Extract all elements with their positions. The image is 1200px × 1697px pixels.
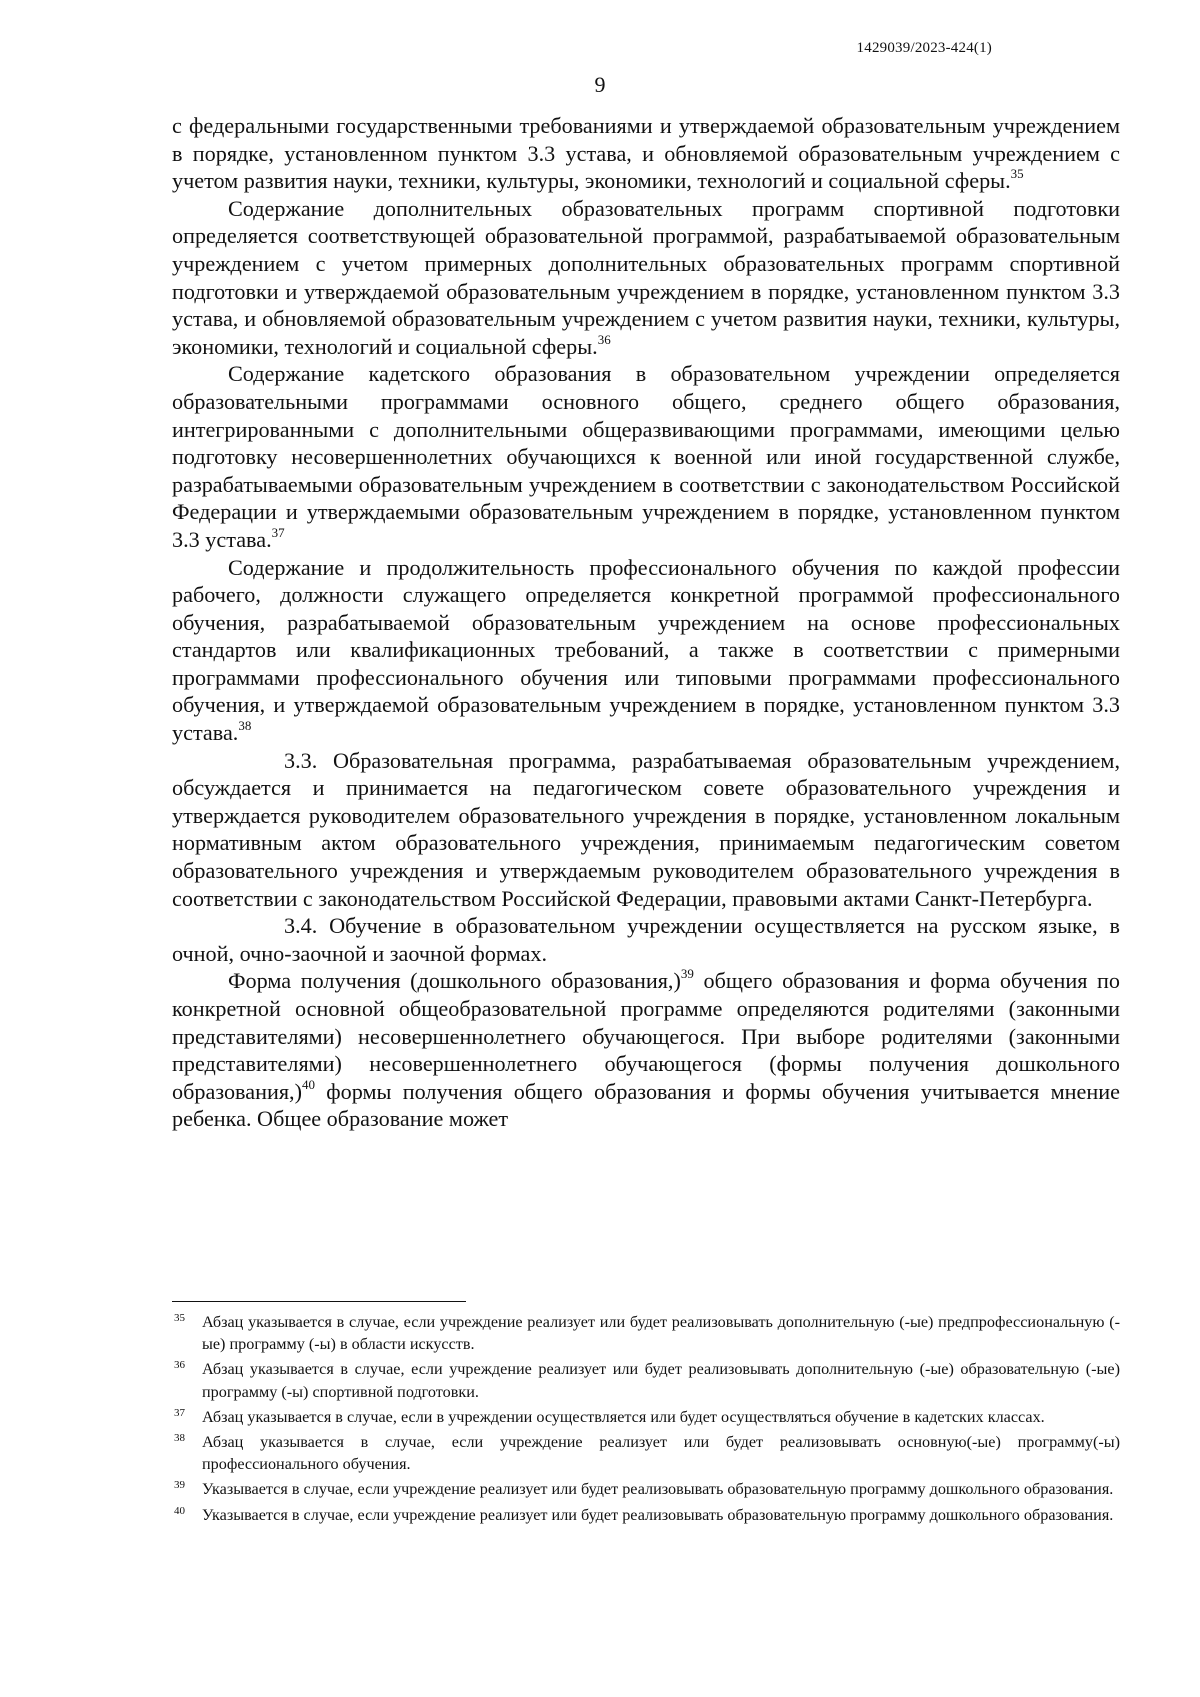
footnotes [172,1311,1120,1529]
paragraph-text: Обучение в образовательном учреждении осуществляется на русском языке, в очной, очно-заочной и заочной формах. [172,913,1121,966]
footnote-ref: 37 [271,524,285,540]
footnote [172,1431,1120,1475]
paragraph [172,360,1120,553]
paragraph-text: Форма получения (дошкольного образования,) [228,968,681,994]
page-number: 9 [594,72,606,97]
document-body [172,112,1120,1133]
footnote-text: Абзац указывается в случае, если учреждение реализует или будет реализовывать дополнительную (-ые) предпрофессиональную (-ые) программу (-ы) в области искусств. [202,1313,1120,1354]
numbered-paragraph [172,747,1120,913]
footnote [172,1406,1120,1428]
footnote-separator [172,1301,466,1302]
clause-number: 3.4. [284,913,318,939]
paragraph-text: формы получения общего образования и формы обучения учитывается мнение ребенка. Общее образование может [172,1078,1120,1132]
clause-number: 3.3. [284,747,318,773]
footnote-text: Абзац указывается в случае, если учреждение реализует или будет реализовывать основную(-ые) программу(-ы) профессионального обучения. [202,1433,1120,1474]
footnote-mark: 37 [174,1406,185,1419]
paragraph-text: с федеральными государственными требованиями и утверждаемой образовательным учреждением в порядке, установленном пунктом 3.3 устава, и обновляемой образовательным учреждением с учетом развития науки, техники, культуры, экономики, технологий и социальной сферы. [172,113,1120,194]
footnote [172,1478,1120,1500]
footnote-ref: 40 [301,1076,315,1092]
paragraph-text: Содержание кадетского образования в образовательном учреждении определяется образовательными программами основного общего, среднего общего образования, интегрированными с дополнительными общеразвивающими программами, имеющими целью подготовку несовершеннолетних обучающихся к военной или иной государственной службе, разрабатываемыми образовательным учреждением в соответствии с законодательством Российской Федерации и утверждаемыми образовательным учреждением в порядке, установленном пунктом 3.3 устава. [172,361,1120,552]
footnote-ref: 35 [1010,166,1024,182]
footnote-mark: 38 [174,1432,185,1445]
footnote-ref: 38 [238,718,252,734]
paragraph-text: Содержание и продолжительность профессионального обучения по каждой профессии рабочего, должности служащего определяется конкретной программой профессионального обучения, разрабатываемой образовательным учреждением на основе профессиональных стандартов или квалификационных требований, а также в соответствии с примерными программами профессионального обучения или типовыми программами профессионального обучения, и утверждаемой образовательным учреждением в порядке, установленном пунктом 3.3 устава. [172,554,1120,746]
footnote-mark: 35 [174,1312,185,1324]
paragraph [172,967,1120,1133]
paragraph-text: общего образования и форма обучения по конкретной основной общеобразовательной программе определяются родителями (законными представителями) несовершеннолетнего обучающегося. При выборе родителями (законными представителями) несовершеннолетнего обучающегося (формы получения дошкольного образования,) [172,968,1121,1104]
document-id: 1429039/2023-424(1) [856,40,992,56]
numbered-paragraph [172,912,1120,967]
paragraph-text: Содержание дополнительных образовательных программ спортивной подготовки определяется соответствующей образовательной программой, разрабатываемой образовательным учреждением с учетом примерных дополнительных образовательных программ спортивной подготовки и утверждаемой образовательным учреждением в порядке, установленном пунктом 3.3 устава, и обновляемой образовательным учреждением с учетом развития науки, техники, культуры, экономики, технологий и социальной сферы. [172,195,1120,359]
paragraph [172,195,1120,361]
footnote-ref: 36 [597,331,611,347]
paragraph [172,112,1120,195]
footnote-text: Абзац указывается в случае, если в учреждении осуществляется или будет осуществляться обучение в кадетских классах. [202,1407,1045,1426]
footnote-text: Указывается в случае, если учреждение реализует или будет реализовывать образовательную программу дошкольного образования. [202,1505,1114,1524]
footnote-text: Указывается в случае, если учреждение реализует или будет реализовывать образовательную программу дошкольного образования. [202,1480,1114,1499]
footnote-ref: 39 [680,966,694,982]
footnote [172,1311,1120,1355]
footnote-mark: 40 [174,1504,185,1517]
footnote [172,1358,1120,1402]
footnote [172,1504,1120,1526]
paragraph-text: Образовательная программа, разрабатываемая образовательным учреждением, обсуждается и принимается на педагогическом совете образовательного учреждения и утверждается руководителем образовательного учреждения в порядке, установленном локальным нормативным актом образовательного учреждения, принимаемым педагогическим советом образовательного учреждения и утверждаемым руководителем образовательного учреждения в соответствии с законодательством Российской Федерации, правовыми актами Санкт-Петербурга. [172,747,1120,911]
footnote-mark: 39 [174,1479,185,1492]
paragraph [172,554,1120,747]
footnote-mark: 36 [174,1359,185,1372]
footnote-text: Абзац указывается в случае, если учреждение реализует или будет реализовывать дополнительную (-ые) образовательную (-ые) программу (-ы) спортивной подготовки. [202,1360,1120,1401]
